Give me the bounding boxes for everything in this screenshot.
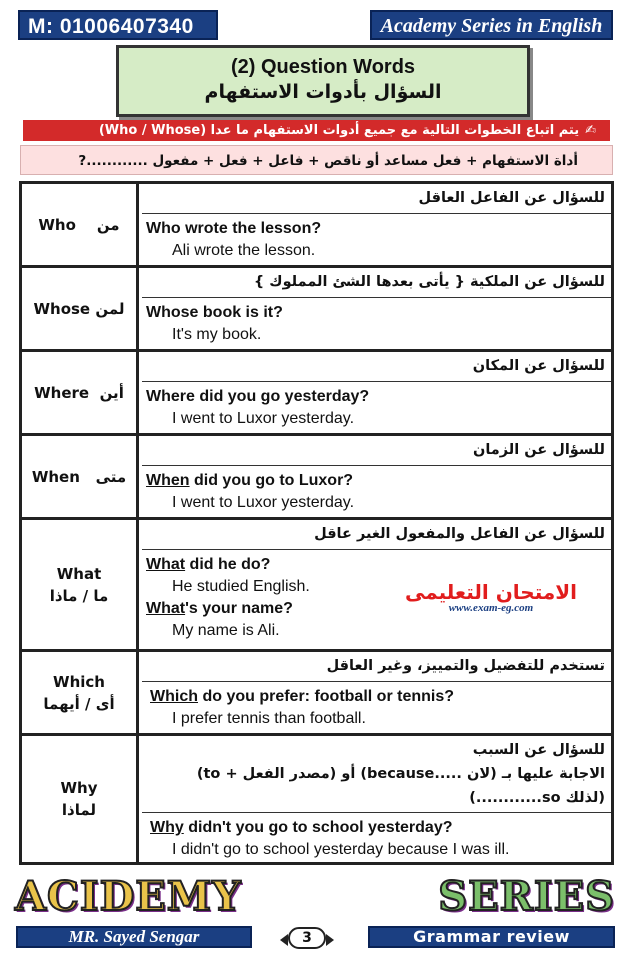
usage-cell <box>142 736 611 862</box>
word-english: Whose <box>33 299 91 318</box>
word-arabic: متى <box>95 467 127 486</box>
brand-banner: Academy Series in English <box>370 10 613 40</box>
example-answer: I went to Luxor yesterday. <box>172 410 355 427</box>
table-row <box>22 736 611 862</box>
example-answer: He studied English. <box>172 578 310 595</box>
example-answer: I went to Luxor yesterday. <box>172 494 355 511</box>
page-number: 3 <box>288 927 326 949</box>
rule-note <box>23 120 610 141</box>
example-question <box>142 470 611 492</box>
example-question <box>142 686 611 708</box>
word-cell <box>22 352 139 433</box>
table-row <box>22 268 611 352</box>
title-box <box>116 45 530 117</box>
page-subtitle-arabic: السؤال بأدوات الاستفهام <box>204 81 442 103</box>
series-word-1: ACIDEMY <box>15 872 242 920</box>
table-row <box>22 352 611 436</box>
table-row <box>22 652 611 736</box>
usage-rule-line: للسؤال عن السبب <box>472 742 605 758</box>
word-english: Who <box>38 215 76 234</box>
question-rest: do you prefer: football or tennis? <box>198 688 454 705</box>
question-words-table <box>19 181 614 865</box>
word-cell <box>22 736 139 862</box>
word-arabic: أين <box>99 383 124 402</box>
usage-rule: للسؤال عن المكان <box>142 352 611 382</box>
example-question <box>142 817 611 839</box>
usage-cell <box>142 268 611 349</box>
table-row <box>22 520 611 652</box>
phone-number: M: 01006407340 <box>18 10 218 40</box>
word-cell <box>22 436 139 517</box>
word-arabic: لماذا <box>61 801 97 819</box>
word-cell <box>22 520 139 649</box>
hand-icon: ✍ <box>585 123 596 138</box>
question-formula: أداة الاستفهام + فعل مساعد أو ناقص + فاعل + فعل + مفعول ............? <box>20 145 613 175</box>
usage-cell <box>142 184 611 265</box>
question-rest: did you go to Luxor? <box>189 472 354 489</box>
word-english: Why <box>60 779 98 797</box>
example-question: Where did you go yesterday? <box>146 388 370 405</box>
question-word-underlined: What <box>146 600 186 617</box>
example-answer: I didn't go to school yesterday because I was ill. <box>172 841 510 858</box>
academy-series-banner <box>15 868 615 924</box>
example-answer: It's my book. <box>172 326 262 343</box>
word-cell <box>22 268 139 349</box>
word-cell <box>22 652 139 733</box>
question-word-underlined: When <box>146 472 190 489</box>
word-arabic: من <box>96 215 120 234</box>
usage-cell <box>142 652 611 733</box>
watermark-url: www.exam-eg.com <box>448 602 534 614</box>
page-title: (2) Question Words <box>230 56 416 78</box>
question-word-underlined: What <box>146 556 186 573</box>
usage-cell <box>142 520 611 649</box>
table-row <box>22 436 611 520</box>
word-cell <box>22 184 139 265</box>
usage-rule: للسؤال عن الفاعل العاقل <box>142 184 611 214</box>
usage-rule: للسؤال عن الفاعل والمفعول الغير عاقل <box>142 520 611 550</box>
rule-note-text: يتم اتباع الخطوات التالية مع جميع أدوات الاستفهام ما عدا (Who / Whose) <box>98 123 580 138</box>
usage-rule: تستخدم للتفضيل والتمييز، وغير العاقل <box>142 652 611 682</box>
table-row <box>22 184 611 268</box>
section-label: Grammar review <box>368 926 615 948</box>
series-word-2: SERIES <box>438 872 615 920</box>
question-rest: 's your name? <box>185 600 293 617</box>
watermark-logo <box>405 580 577 614</box>
example-question: Whose book is it? <box>146 304 283 321</box>
word-arabic: لمن <box>95 299 125 318</box>
usage-rule <box>142 736 611 813</box>
usage-rule-line: (لذلك so............) <box>469 790 605 806</box>
word-arabic: أى / أيهما <box>43 694 115 713</box>
word-english: What <box>56 564 102 583</box>
usage-rule-line: الاجابة عليها بـ (لان .....because) أو (مصدر الفعل + to) <box>196 766 605 782</box>
example-answer-2: My name is Ali. <box>172 622 280 639</box>
question-word-underlined: Which <box>150 688 198 705</box>
question-word-underlined: Why <box>150 819 184 836</box>
question-rest: didn't you go to school yesterday? <box>183 819 453 836</box>
watermark-arabic: الامتحان التعليمى <box>404 580 577 604</box>
teacher-name: MR. Sayed Sengar <box>16 926 252 948</box>
example-answer: Ali wrote the lesson. <box>172 242 316 259</box>
word-english: When <box>31 467 80 486</box>
usage-cell <box>142 436 611 517</box>
example-question: Who wrote the lesson? <box>146 220 322 237</box>
example-question <box>142 554 611 576</box>
usage-rule: للسؤال عن الزمان <box>142 436 611 466</box>
usage-cell <box>142 352 611 433</box>
word-english: Where <box>34 383 90 402</box>
word-english: Which <box>53 672 105 691</box>
word-arabic: ما / ماذا <box>49 586 109 605</box>
example-answer: I prefer tennis than football. <box>172 710 366 727</box>
question-rest: did he do? <box>185 556 271 573</box>
usage-rule: للسؤال عن الملكية { يأتى بعدها الشئ المملوك } <box>142 268 611 298</box>
